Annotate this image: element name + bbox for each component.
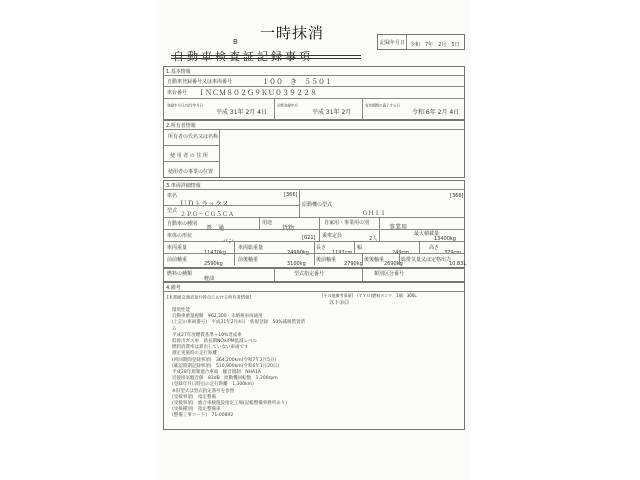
type-designation-label: 型式指定番号 (294, 271, 325, 277)
capacity-value: 2人 (369, 236, 378, 242)
maker-value: ＵＤトラックス (180, 200, 229, 208)
vehicle-info-section (163, 180, 465, 268)
remarks-line: 低排出ガス車 新長期NOx/PM低減レベル (172, 339, 258, 344)
divider (164, 145, 219, 146)
engine-value: ＧＨ１１ (362, 210, 387, 217)
remarks-tag-left: [本書面交通省発行時点における所有者情報] (167, 294, 252, 300)
width-label: 幅 (357, 245, 363, 251)
owner-info-label: 2.所有者情報 (166, 123, 196, 129)
vehicle-info-label: 3.車両詳細情報 (166, 183, 201, 189)
category-label: 類別区分番号 (374, 271, 405, 277)
remarks-line: 平成28年規制適合車両 騒音規制 NHA1A (172, 370, 261, 375)
front-rear-label: 前後軸重 (238, 257, 259, 263)
divider (274, 269, 275, 281)
record-date-value: 令和 7年 2月 5日 (410, 42, 460, 48)
divider (164, 129, 464, 130)
kind-label: 自動車の種別 (167, 221, 198, 227)
divider (164, 253, 464, 254)
maker-code: [366] (284, 192, 298, 198)
front-front-label: 前前軸重 (167, 257, 188, 263)
vehicle-no-value: １００ き ５５０１ (262, 78, 332, 86)
rear-front-label: 後前軸重 (316, 257, 337, 263)
displacement-label: 総排気量又は定格出力 (401, 257, 452, 263)
front-rear-value: 3100kg (287, 261, 306, 267)
engine-label: 原動機の型式 (302, 202, 333, 208)
divider (406, 35, 407, 49)
owner-name-label: 所有者の氏名又は名称 (168, 134, 219, 140)
use-label: 用途 (262, 220, 273, 226)
remarks-line: 燃料消費率は算出していない車両です (172, 345, 249, 351)
body-code: [021] (302, 235, 316, 241)
divider (164, 86, 464, 87)
kind-value: 普 通 (206, 225, 225, 232)
remarks-tag-right: [その他備考事項] (ＴＹＯ)燃料タンク 1個 300L (322, 293, 417, 299)
expiry-value: 令和 6年 2月 4日 (412, 109, 460, 116)
length-value: 1197cm (332, 250, 353, 256)
rear-rear-value: 2690kg (384, 261, 403, 267)
displacement-value: 10.83L (449, 261, 467, 267)
remarks-line: 近接排気騒音値 83dB 原動機回転数 1,200rpm (172, 376, 278, 382)
remarks-line: (整備工事コード) 71-00892 (172, 413, 234, 419)
remarks-line: (確認時期記録事項) 510,900km(令和6年1月20日) (172, 363, 280, 369)
rear-rear-label: 後後軸重 (364, 257, 385, 263)
user-address-label: 使 用 者 の 住 所 (170, 153, 208, 159)
record-date-label: 記録年月日 (380, 40, 406, 46)
document-heading: 自動車検査証記録事項 (173, 50, 313, 63)
divider (164, 161, 219, 162)
basic-info-label: 1.基本情報 (166, 69, 191, 75)
owner-info-section (163, 120, 465, 178)
body-value: バン (222, 238, 235, 245)
weight-label: 車両重量 (167, 245, 188, 251)
gross-label: 車両総重量 (238, 245, 264, 251)
vehicle-no-label: 自動車登録番号又は車両番号 (167, 79, 233, 85)
fuel-label: 燃料の種類 (167, 271, 193, 277)
divider (299, 189, 300, 217)
remarks-line: (受検事項) 指定整備 (172, 394, 217, 400)
base-location-label: 使用者の事業の位置 (168, 169, 214, 175)
divider (164, 189, 464, 190)
remarks-line: (上記の車両番号) 平成31年2月4日 新規登録 50%減税措置済 (172, 320, 305, 326)
divider (319, 229, 320, 241)
remarks-line: (初回期間登録事項) 364,200km(令和7年2月5日) (172, 357, 277, 363)
divider (274, 98, 275, 119)
first-reg-value: 平成 31年 2月 4日 (216, 109, 267, 116)
maker-code-right: [366] (450, 193, 464, 199)
first-reg-year-label: 初度登録年月 (277, 103, 299, 108)
divider (219, 129, 220, 177)
remarks-section (163, 282, 465, 430)
divider (164, 217, 464, 218)
fuel-row (163, 268, 465, 282)
document-title: 一時抹消 (260, 24, 325, 42)
remarks-line: (受検事項) 総合車検施設指定工場(記帳整備事務所あり) (172, 401, 288, 406)
basic-info-section (163, 66, 465, 120)
height-value: 379cm (444, 250, 462, 256)
divider (379, 217, 380, 229)
remarks-line: 測定実施時の走行距離 (172, 351, 217, 357)
divider (164, 75, 464, 76)
mark-b: B (233, 38, 238, 46)
divider (164, 205, 299, 206)
remarks-tag-right-2: 以下余白 (329, 300, 350, 306)
fuel-value: 軽油 (204, 276, 215, 282)
remarks-line: み (172, 326, 177, 332)
maker-label: 車名 (167, 193, 178, 199)
remarks-line: ※旧型式は型式指定番号を参照 (172, 388, 235, 394)
divider (164, 98, 464, 99)
record-date-box (377, 34, 465, 50)
body-label: 車体の形状 (167, 233, 193, 239)
type-label: 型式 (167, 208, 178, 214)
divider (362, 269, 363, 281)
divider (379, 229, 380, 241)
remarks-line: (受検種別) 指定整備車 (172, 407, 221, 413)
divider (419, 241, 420, 253)
type-value: ２ＰＧ－ＣＧ５ＣＡ (180, 211, 235, 218)
max-load-label: 最大積載量 (414, 231, 440, 237)
document-page (155, 0, 470, 480)
vin-value: ＩＮＣＭ８０２Ｇ９ＫＵ０３９２２８ (198, 89, 317, 97)
heading-strikethrough (171, 55, 361, 56)
rear-front-value: 2790kg (344, 261, 363, 267)
heading-strikethrough-2 (171, 58, 361, 59)
remarks-line: (登録年月日時点の走行距離 1,300km) (172, 382, 254, 388)
first-reg-label: 登録年月日/交付年月日 (167, 103, 204, 108)
divider (362, 98, 363, 119)
divider (362, 253, 363, 265)
gross-value: 24990kg (287, 250, 309, 256)
divider (164, 291, 464, 292)
remarks-line: 環境性能 (172, 308, 190, 313)
use-value: 貨物 (282, 225, 295, 232)
height-label: 高さ (429, 245, 440, 251)
max-load-value: 13400kg (434, 236, 456, 242)
divider (399, 253, 400, 265)
private-value: 事業用 (389, 224, 408, 231)
remarks-line: 自動車重量税額 ¥62,300 未納税車両通用 (172, 314, 263, 320)
weight-value: 11470kg (204, 250, 226, 256)
remarks-line: 平成27年度燃費基準＋10%達成車 (172, 332, 242, 338)
divider (319, 217, 320, 229)
first-reg-year-value: 平成 31年 2月 (312, 109, 352, 116)
divider (259, 217, 260, 229)
capacity-label: 乗車定員 (322, 233, 343, 239)
width-value: 249cm (392, 250, 410, 256)
remarks-label: 4.備考 (166, 285, 181, 291)
private-label: 自家用・事業用の別 (324, 220, 370, 226)
vin-label: 車台番号 (167, 90, 188, 96)
front-front-value: 2590kg (204, 261, 223, 267)
length-label: 長さ (316, 245, 327, 251)
expiry-label: 有効期間の満了する日 (365, 103, 401, 108)
divider (354, 241, 355, 253)
